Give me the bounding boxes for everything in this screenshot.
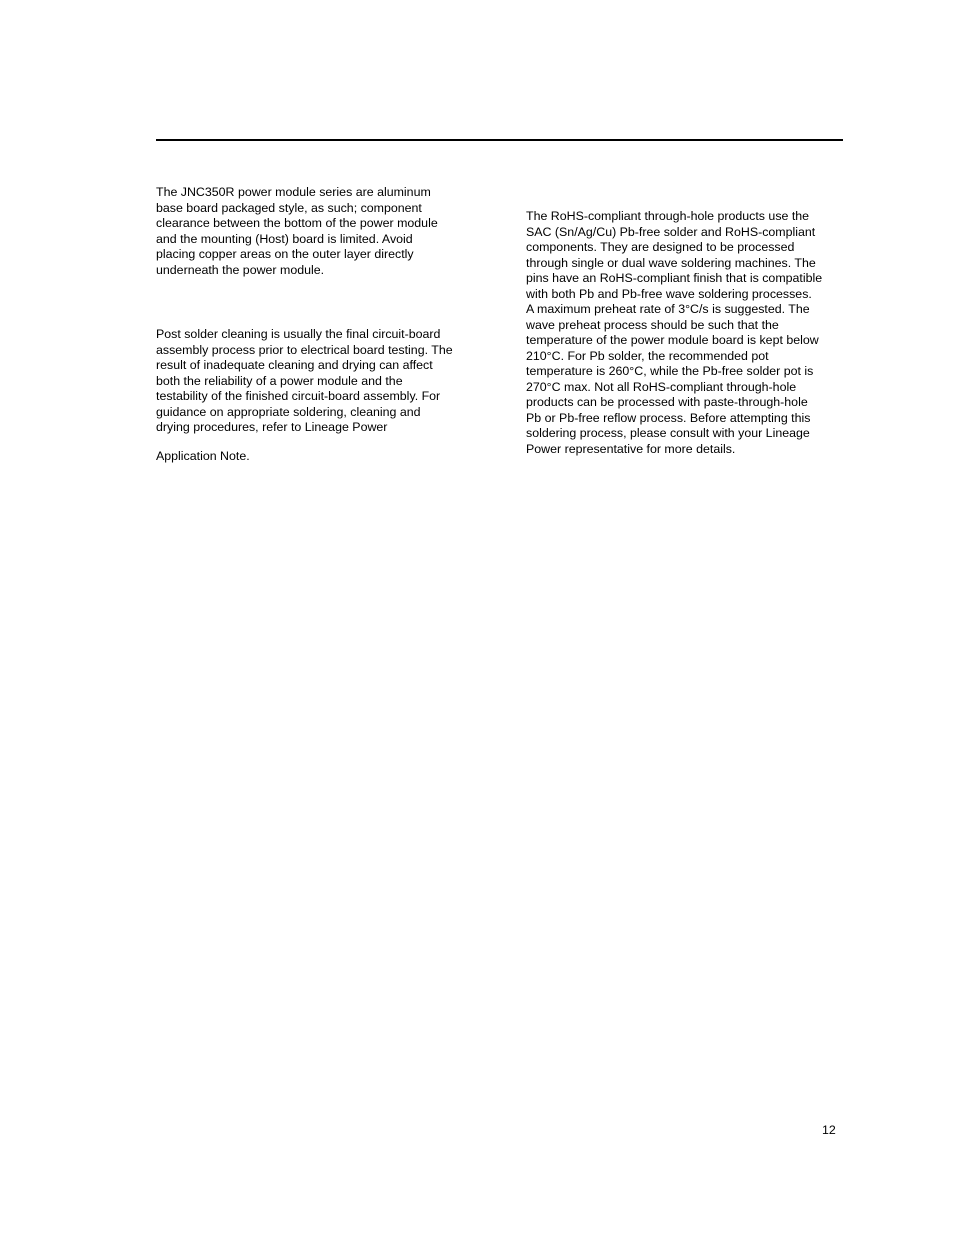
text-line: temperature of the power module board is kept below [526, 333, 819, 347]
text-line: both the reliability of a power module and the [156, 373, 403, 388]
text-line: wave preheat process should be such that the [526, 317, 779, 332]
text-line: The JNC350R power module series are aluminum [156, 185, 431, 199]
text-line: Application Note. [156, 449, 250, 463]
page-number: 12 [822, 1123, 836, 1137]
text-line: components. They are designed to be processed [526, 240, 795, 254]
text-line: assembly process prior to electrical board testing. The [156, 342, 453, 357]
text-line: through single or dual wave soldering machines. The [526, 255, 816, 270]
text-line: with both Pb and Pb-free wave soldering processes. [526, 286, 812, 301]
wave-soldering-paragraph [526, 209, 822, 457]
text-line: underneath the power module. [156, 262, 325, 277]
text-line: clearance between the bottom of the power module [156, 216, 438, 230]
text-line: A maximum preheat rate of 3°C/s is suggested. The [526, 302, 810, 316]
text-line: pins have an RoHS-compliant finish that is compatible [526, 271, 823, 285]
text-line: testability of the finished circuit-board assembly. For [156, 389, 441, 403]
layout-clearance-paragraph [156, 185, 438, 278]
text-line: products can be processed with paste-through-hole [526, 395, 808, 409]
text-line: temperature is 260°C, while the Pb-free solder pot is [526, 364, 814, 378]
text-line: soldering process, please consult with your Lineage [526, 426, 810, 440]
text-line: 210°C. For Pb solder, the recommended pot [526, 348, 769, 363]
header-rule [156, 139, 843, 141]
text-line: The RoHS-compliant through-hole products use the [526, 209, 810, 223]
text-line: guidance on appropriate soldering, cleaning and [156, 404, 421, 419]
text-line: Post solder cleaning is usually the final circuit-board [156, 327, 441, 341]
cleaning-paragraph [156, 327, 453, 436]
text-line: Pb or Pb-free reflow process. Before attempting this [526, 410, 811, 425]
text-line: result of inadequate cleaning and drying can affect [156, 358, 433, 372]
text-line: Power representative for more details. [526, 441, 736, 456]
text-line: base board packaged style, as such; component [156, 200, 422, 215]
text-line: SAC (Sn/Ag/Cu) Pb-free solder and RoHS-compliant [526, 224, 816, 239]
text-line: placing copper areas on the outer layer directly [156, 247, 414, 261]
text-line: and the mounting (Host) board is limited. Avoid [156, 231, 413, 246]
application-note-paragraph [156, 449, 250, 465]
text-line: drying procedures, refer to Lineage Power [156, 420, 388, 434]
text-line: 270°C max. Not all RoHS-compliant through-hole [526, 379, 797, 394]
